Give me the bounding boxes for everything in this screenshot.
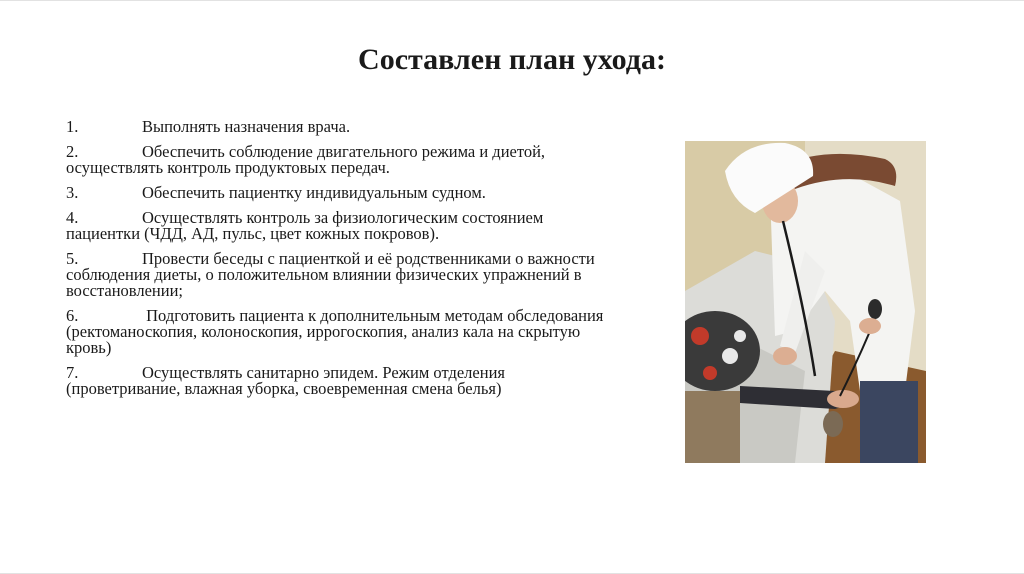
care-plan-list <box>66 119 606 406</box>
list-item-text: Провести беседы с пациенткой и её родственниками о важности соблюдения диеты, о положительном влиянии физических упражнений в восстановлении; <box>66 249 595 300</box>
list-item-text: Осуществлять санитарно эпидем. Режим отделения (проветривание, влажная уборка, своевременная смена белья) <box>66 363 505 398</box>
list-item-text: Осуществлять контроль за физиологическим состоянием пациентки (ЧДД, АД, пульс, цвет кожных покровов). <box>66 208 544 243</box>
nurse-photo <box>685 141 926 463</box>
list-item <box>66 119 606 135</box>
list-item-number: 7. <box>66 363 79 382</box>
list-item-number: 6. <box>66 306 79 325</box>
list-item <box>66 365 606 397</box>
list-item-number: 4. <box>66 208 79 227</box>
list-item <box>66 308 606 356</box>
list-item-text: Обеспечить пациентку индивидуальным судном. <box>142 183 486 202</box>
nurse-photo-illustration <box>685 141 926 463</box>
slide-title: Составлен план ухода: <box>358 43 666 76</box>
list-item-number: 2. <box>66 142 79 161</box>
list-item-text: Подготовить пациента к дополнительным методам обследования (ректоманоскопия, колоноскопия, иррогоскопия, анализ кала на скрытую кровь) <box>66 306 604 357</box>
list-item-number: 1. <box>66 117 79 136</box>
list-item <box>66 251 606 299</box>
list-item-text: Выполнять назначения врача. <box>142 117 351 136</box>
list-item-number: 3. <box>66 183 79 202</box>
list-item-text: Обеспечить соблюдение двигательного режима и диетой, осуществлять контроль продуктовых передач. <box>66 142 546 177</box>
list-item <box>66 210 606 242</box>
list-item <box>66 144 606 176</box>
list-item-number: 5. <box>66 249 79 268</box>
list-item <box>66 185 606 201</box>
